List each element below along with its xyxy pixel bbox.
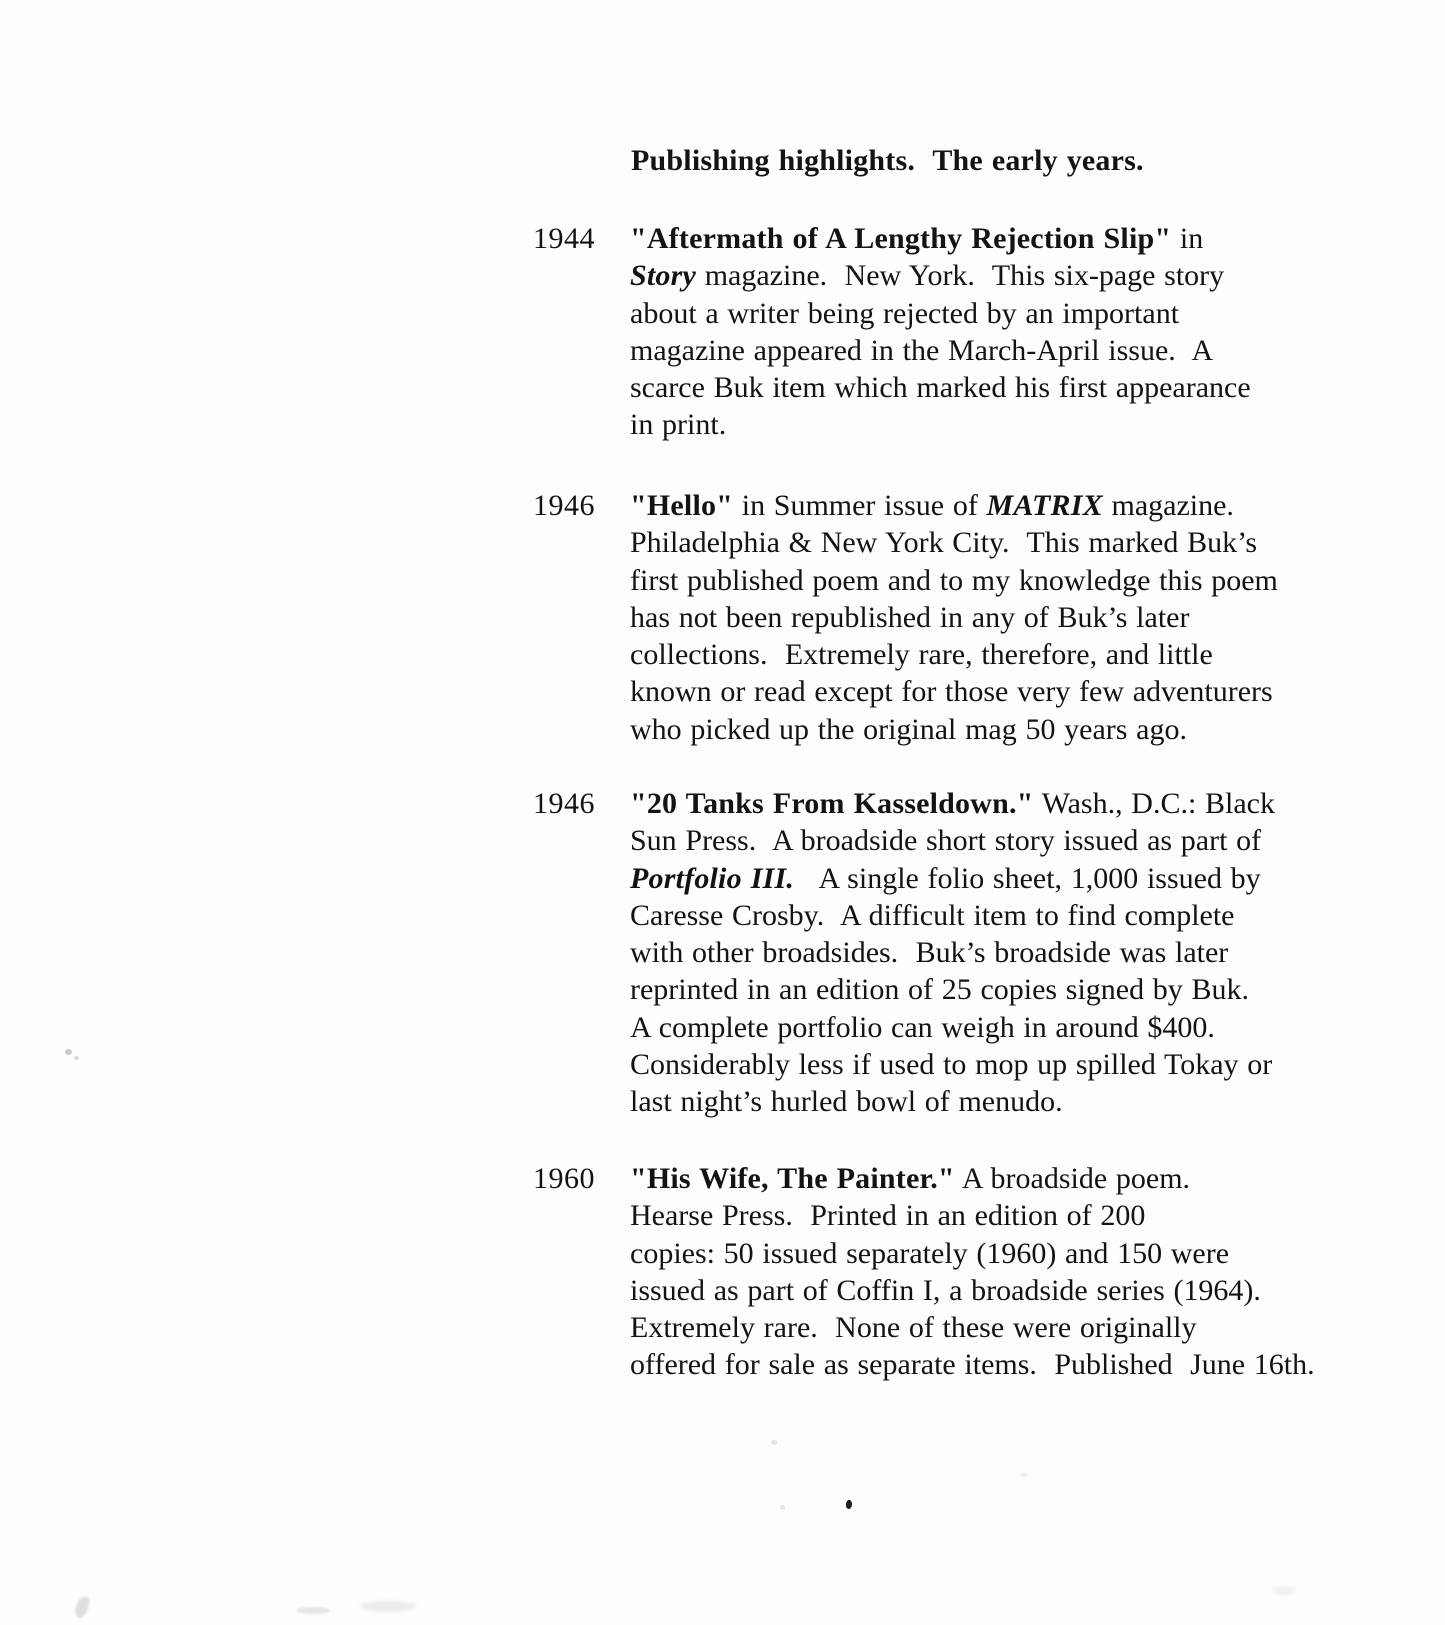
text-line — [630, 1197, 1430, 1234]
text-segment: copies: 50 issued separately (1960) and 150 were — [630, 1236, 1230, 1270]
text-segment: Hearse Press. Printed in an edition of 200 — [630, 1199, 1146, 1233]
text-line — [630, 1009, 1430, 1046]
text-segment: scarce Buk item which marked his first appearance — [630, 371, 1251, 405]
bibliography-entry — [0, 1160, 1445, 1384]
entry-year: 1946 — [533, 787, 595, 820]
text-line — [630, 1235, 1430, 1272]
text-segment: "His Wife, The Painter." — [630, 1162, 955, 1195]
entry-year: 1944 — [533, 222, 595, 255]
text-line — [630, 332, 1430, 369]
text-segment: Considerably less if used to mop up spilled Tokay or — [630, 1048, 1273, 1082]
entry-text — [630, 1160, 1430, 1384]
scan-speck-artifact — [780, 1505, 785, 1510]
text-segment: magazine. New York. This six-page story — [696, 259, 1225, 293]
text-segment: MATRIX — [986, 489, 1103, 522]
scan-smudge-artifact — [296, 1607, 330, 1614]
text-line — [630, 406, 1430, 443]
entry-year: 1960 — [533, 1162, 595, 1195]
text-segment: "Hello" — [630, 489, 734, 522]
text-segment: Caresse Crosby. A difficult item to find complete — [630, 898, 1235, 932]
text-segment: has not been republished in any of Buk’s later — [630, 600, 1190, 634]
text-line — [630, 673, 1430, 710]
text-segment: Extremely rare. None of these were originally — [630, 1311, 1197, 1345]
text-segment: first published poem and to my knowledge this poem — [630, 563, 1278, 597]
text-line — [630, 1160, 1430, 1197]
text-line — [630, 822, 1430, 859]
bibliography-entry — [0, 785, 1445, 1121]
text-segment: "20 Tanks From Kasseldown." — [630, 787, 1034, 820]
text-line — [630, 785, 1430, 822]
text-line — [630, 934, 1430, 971]
text-segment: issued as part of Coffin I, a broadside series (1964). — [630, 1273, 1261, 1307]
text-segment: magazine. — [1102, 489, 1234, 522]
text-segment: Sun Press. A broadside short story issued as part of — [630, 824, 1262, 858]
text-line — [630, 1346, 1430, 1383]
scan-smudge-artifact — [1272, 1586, 1296, 1595]
text-segment: known or read except for those very few adventurers — [630, 675, 1273, 709]
text-segment: Story — [630, 259, 697, 293]
text-line — [630, 860, 1430, 897]
text-line — [630, 295, 1430, 332]
text-line — [630, 524, 1430, 561]
text-line — [630, 636, 1430, 673]
text-segment: A broadside poem. — [954, 1162, 1191, 1195]
bibliography-entry — [0, 487, 1445, 748]
text-segment: A single folio sheet, 1,000 issued by — [794, 861, 1261, 895]
text-line — [630, 897, 1430, 934]
text-line — [630, 562, 1430, 599]
text-segment: collections. Extremely rare, therefore, and little — [630, 638, 1213, 672]
text-segment: in Summer issue of — [733, 489, 987, 522]
text-line — [630, 711, 1430, 748]
text-segment: in print. — [630, 408, 727, 442]
text-segment: about a writer being rejected by an important — [630, 296, 1180, 330]
text-segment: Philadelphia & New York City. This marked Buk’s — [630, 526, 1258, 560]
text-line — [630, 1272, 1430, 1309]
text-segment: who picked up the original mag 50 years ago. — [630, 712, 1187, 746]
text-segment: last night’s hurled bowl of menudo. — [630, 1085, 1063, 1119]
scan-smudge-artifact — [360, 1601, 416, 1612]
text-line — [630, 599, 1430, 636]
scan-speck-artifact — [1020, 1473, 1028, 1477]
ink-dot-artifact — [845, 1500, 852, 1510]
entry-text — [630, 785, 1430, 1121]
text-line — [630, 1083, 1430, 1120]
entry-year: 1946 — [533, 489, 595, 522]
text-segment: "Aftermath of A Lengthy Rejection Slip" — [630, 222, 1172, 255]
text-line — [630, 257, 1430, 294]
scan-speck-artifact — [771, 1440, 777, 1445]
text-line — [630, 369, 1430, 406]
text-segment: offered for sale as separate items. Published June 16th. — [630, 1348, 1315, 1382]
text-segment: in — [1171, 222, 1204, 255]
text-line — [630, 1309, 1430, 1346]
text-segment: A complete portfolio can weigh in around $400. — [630, 1010, 1215, 1044]
text-line — [630, 1046, 1430, 1083]
text-segment: with other broadsides. Buk’s broadside was later — [630, 936, 1229, 970]
text-segment: Portfolio III. — [630, 861, 795, 895]
bibliography-entry — [0, 220, 1445, 444]
text-line — [630, 487, 1430, 524]
text-segment: Wash., D.C.: Black — [1033, 787, 1275, 820]
entry-text — [630, 487, 1430, 748]
page-title: Publishing highlights. The early years. — [631, 144, 1144, 177]
scan-smudge-artifact — [73, 1595, 91, 1620]
text-segment: magazine appeared in the March-April issue. A — [630, 333, 1214, 367]
entry-text — [630, 220, 1430, 444]
text-line — [630, 220, 1430, 257]
text-segment: reprinted in an edition of 25 copies signed by Buk. — [630, 973, 1250, 1007]
text-line — [630, 971, 1430, 1008]
